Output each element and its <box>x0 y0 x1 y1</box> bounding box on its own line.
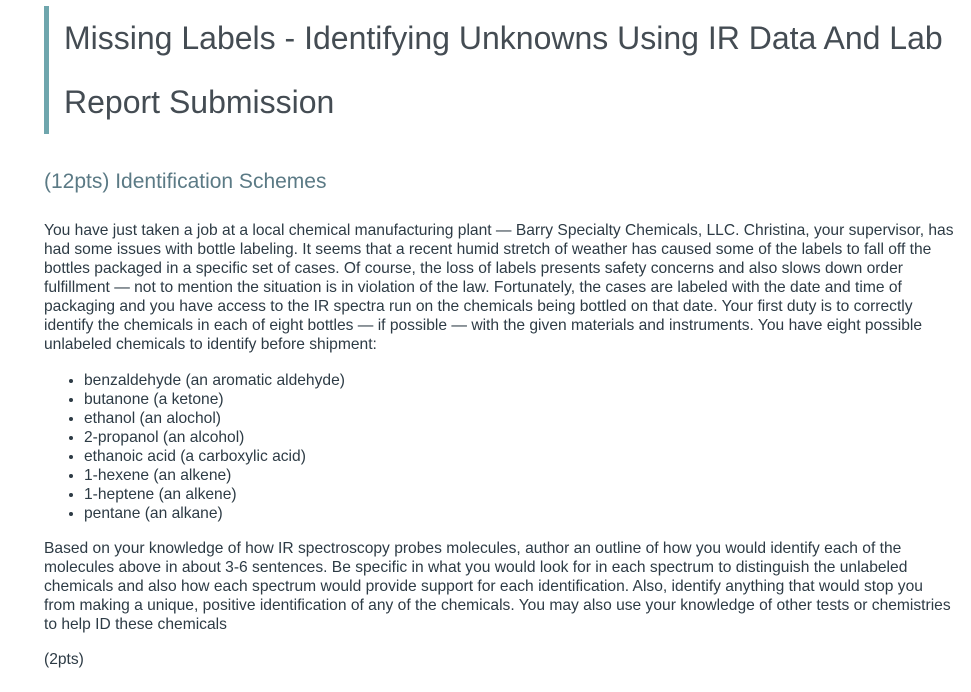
list-item: • benzaldehyde (an aromatic aldehyde) <box>84 371 345 390</box>
list-item: • 2-propanol (an alcohol) <box>84 428 345 447</box>
points-label: (2pts) <box>44 651 84 668</box>
list-item: • pentane (an alkane) <box>84 504 345 523</box>
page-title-block <box>44 6 944 134</box>
intro-paragraph: You have just taken a job at a local chemical manufacturing plant — Barry Specialty Chemicals, LLC. Christina, your supervisor, has had some issues with bottle labeling. It seems that a recent humid stretch of weather has caused some of the labels to fall off the bottles packaged in a specific set of cases. Of course, the loss of labels presents safety concerns and also slows down order fulfillment — not to mention the situation is in violation of the law. Fortunately, the cases are labeled with the date and time of packaging and you have access to the IR spectra run on the chemicals being bottled on that date. Your first duty is to correctly identify the chemicals in each of eight bottles — if possible — with the given materials and instruments. You have eight possible unlabeled chemicals to identify before shipment: <box>44 222 954 353</box>
outline-instructions: Based on your knowledge of how IR spectroscopy probes molecules, author an outline of how you would identify each of the molecules above in about 3-6 sentences. Be specific in what you would look for in each spectrum to distinguish the unlabeled chemicals and also how each spectrum would provide support for each identification. Also, identify anything that would stop you from making a unique, positive identification of any of the chemicals. You may also use your knowledge of other tests or chemistries to help ID these chemicals <box>44 540 951 633</box>
list-item: • 1-heptene (an alkene) <box>84 485 345 504</box>
chemical-list <box>44 371 345 523</box>
list-item: • butanone (a ketone) <box>84 390 345 409</box>
list-item: • 1-hexene (an alkene) <box>84 466 345 485</box>
page-title: Missing Labels - Identifying Unknowns Using IR Data And Lab Report Submission <box>64 20 943 120</box>
section-heading: (12pts) Identification Schemes <box>44 170 327 193</box>
list-item: • ethanoic acid (a carboxylic acid) <box>84 447 345 466</box>
list-item: • ethanol (an alochol) <box>84 409 345 428</box>
